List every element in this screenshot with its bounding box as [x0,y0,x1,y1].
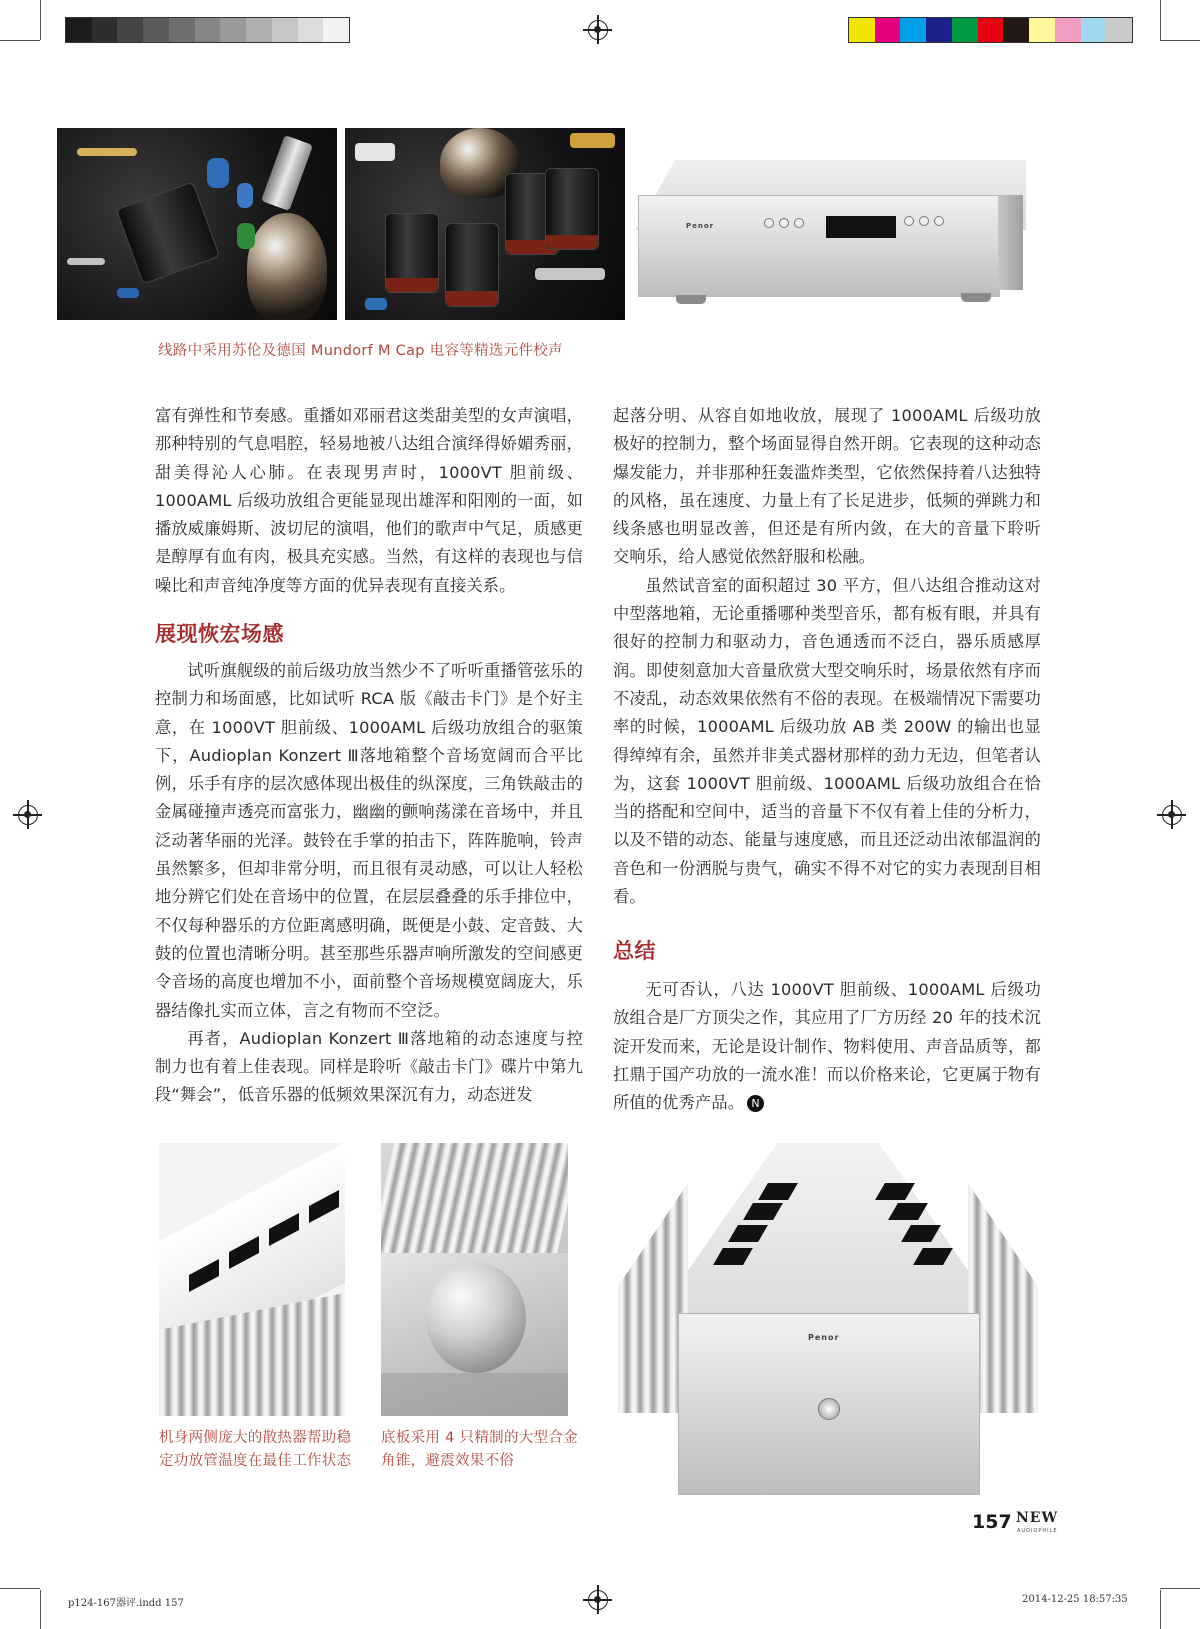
magazine-logo: NEW [1016,1510,1059,1526]
crop-mark [1160,1588,1200,1589]
cone-foot-caption-line-1: 底板采用 4 只精制的大型合金 [381,1430,578,1446]
crop-mark [1160,1590,1161,1629]
amplifier-logo: Penor [808,1333,840,1342]
cone-foot-photo [381,1143,568,1416]
paragraph-soundstage: 试听旗舰级的前后级功放当然少不了听听重播管弦乐的控制力和场面感，比如试听 RCA 版《敲击卡门》是个好主意，在 1000VT 胆前级、1000AML 后级功放组合的驱策下，Audioplan Konzert Ⅲ落地箱整个音场宽阔而合平比例，乐手有序的层次感体现出极佳的纵深度，三角铁敲击的金属碰撞声透亮而富张力，幽幽的颤响荡漾在音场中，并且泛动著华丽的光泽。鼓铃在手掌的拍击下，阵阵脆响，铃声虽然繁多，但却非常分明，而且很有灵动感，可以让人轻松地分辨它们处在音场中的位置，在层层叠叠的乐手排位中，不仅每种器乐的方位距离感明确，既便是小鼓、定音鼓、大鼓的位置也清晰分明。甚至那些乐器声响所激发的空间感更令音场的高度也增加不小，面前整个音场规模宽阔庞大，乐器结像扎实而立体，言之有物而不空泛。 [155,661,583,1020]
color-bar [848,17,1133,43]
paragraph-conclusion [613,976,1041,1117]
registration-mark-icon [588,1590,608,1610]
crop-mark [40,1590,41,1629]
page-number: 157 [972,1511,1012,1533]
heatsink-photo [159,1143,345,1416]
heatsink-caption-line-2: 定功放管温度在最佳工作状态 [159,1453,352,1469]
preamplifier-photo [636,160,1026,315]
circuit-board-photo-1 [57,128,337,320]
paragraph-continued: 起落分明、从容自如地收放，展现了 1000AML 后级功放极好的控制力，整个场面显得自然开朗。它表现的这种动态爆发能力，并非那种狂轰滥炸类型，它依然保持着八达独特的风格，虽在速度、力量上有了长足进步，低频的弹跳力和线条感也明显改善，但还是有所内敛，在大的音量下聆听 交响乐，给人感觉依然舒服和松融。 [613,406,1041,567]
left-column-section [155,657,583,1110]
paragraph-intro: 富有弹性和节奏感。重播如邓丽君这类甜美型的女声演唱，那种特别的气息唱腔，轻易地被八达组合演绎得娇媚秀丽，甜美得沁人心肺。在表现男声时，1000VT 胆前级、1000AML 后级功放组合更能显现出雄浑和阳刚的一面，如播放威廉姆斯、波切尼的演唱，他们的歌声中气足，质感更是醇厚有血有肉，极具充实感。当然，有这样的表现也与信噪比和声音纯净度等方面的优异表现有直接关系。 [155,406,583,595]
crop-mark [40,0,41,40]
registration-mark-icon [18,805,38,825]
crop-mark [0,1588,40,1589]
top-photo-caption: 线路中采用苏伦及德国 Mundorf M Cap 电容等精选元件校声 [158,343,563,359]
right-column [613,402,1041,911]
grayscale-bar [65,17,350,43]
cone-foot-caption [381,1427,578,1473]
magazine-logo-subtitle: AUDIOPHILE [1017,1528,1058,1534]
preamp-logo: Penor [686,222,715,230]
crop-mark [0,40,40,41]
paragraph-control: 虽然试音室的面积超过 30 平方，但八达组合推动这对中型落地箱，无论重播哪种类型音乐，都有板有眼，并具有很好的控制力和驱动力，音色通透而不泛白，器乐质感厚润。即使刻意加大音量欣赏大型交响乐时，场景依然有序而不凌乱，动态效果依然有不俗的表现。在极端情况下需要功率的时候，1000AML 后级功放 AB 类 200W 的输出也显得绰绰有余，虽然并非美式器材那样的劲力无边，但笔者认为，这套 1000VT 胆前级、1000AML 后级功放组合在恰当的搭配和空间中，适当的音量下不仅有着上佳的分析力，以及不错的动态、能量与速度感，而且还泛动出浓郁温润的音色和一份洒脱与贵气，确实不得不对它的实力表现刮目相看。 [613,575,1041,907]
power-amplifier-photo [618,1143,1038,1503]
section-heading-2: 总结 [613,939,656,963]
registration-mark-icon [588,20,608,40]
print-timestamp: 2014-12-25 18:57:35 [1022,1594,1128,1605]
heatsink-caption [159,1427,351,1473]
registration-mark-icon [1162,805,1182,825]
heatsink-caption-line-1: 机身两侧庞大的散热器帮助稳 [159,1430,352,1446]
end-mark-icon: N [747,1095,764,1112]
circuit-board-photo-2 [345,128,625,320]
file-slug: p124-167器评.indd 157 [68,1598,184,1609]
conclusion-text: 无可否认，八达 1000VT 胆前级、1000AML 后级功放组合是厂方顶尖之作，其应用了厂方历经 20 年的技术沉淀开发而来，无论是设计制作、物料使用、声音品质等，都扛鼎于国产功放的一流水准！而以价格来论，它更属于物有所值的优秀产品。 [613,980,1041,1113]
paragraph-dynamics: 再者，Audioplan Konzert Ⅲ落地箱的动态速度与控制力也有着上佳表现。同样是聆听《敲击卡门》碟片中第九段“舞会”，低音乐器的低频效果深沉有力，动态迸发 [155,1028,583,1105]
left-column [155,402,583,600]
section-heading-1: 展现恢宏场感 [155,622,284,646]
right-column-conclusion [613,976,1041,1117]
crop-mark [1160,40,1200,41]
cone-foot-caption-line-2: 角锥，避震效果不俗 [381,1453,515,1469]
crop-mark [1160,0,1161,40]
